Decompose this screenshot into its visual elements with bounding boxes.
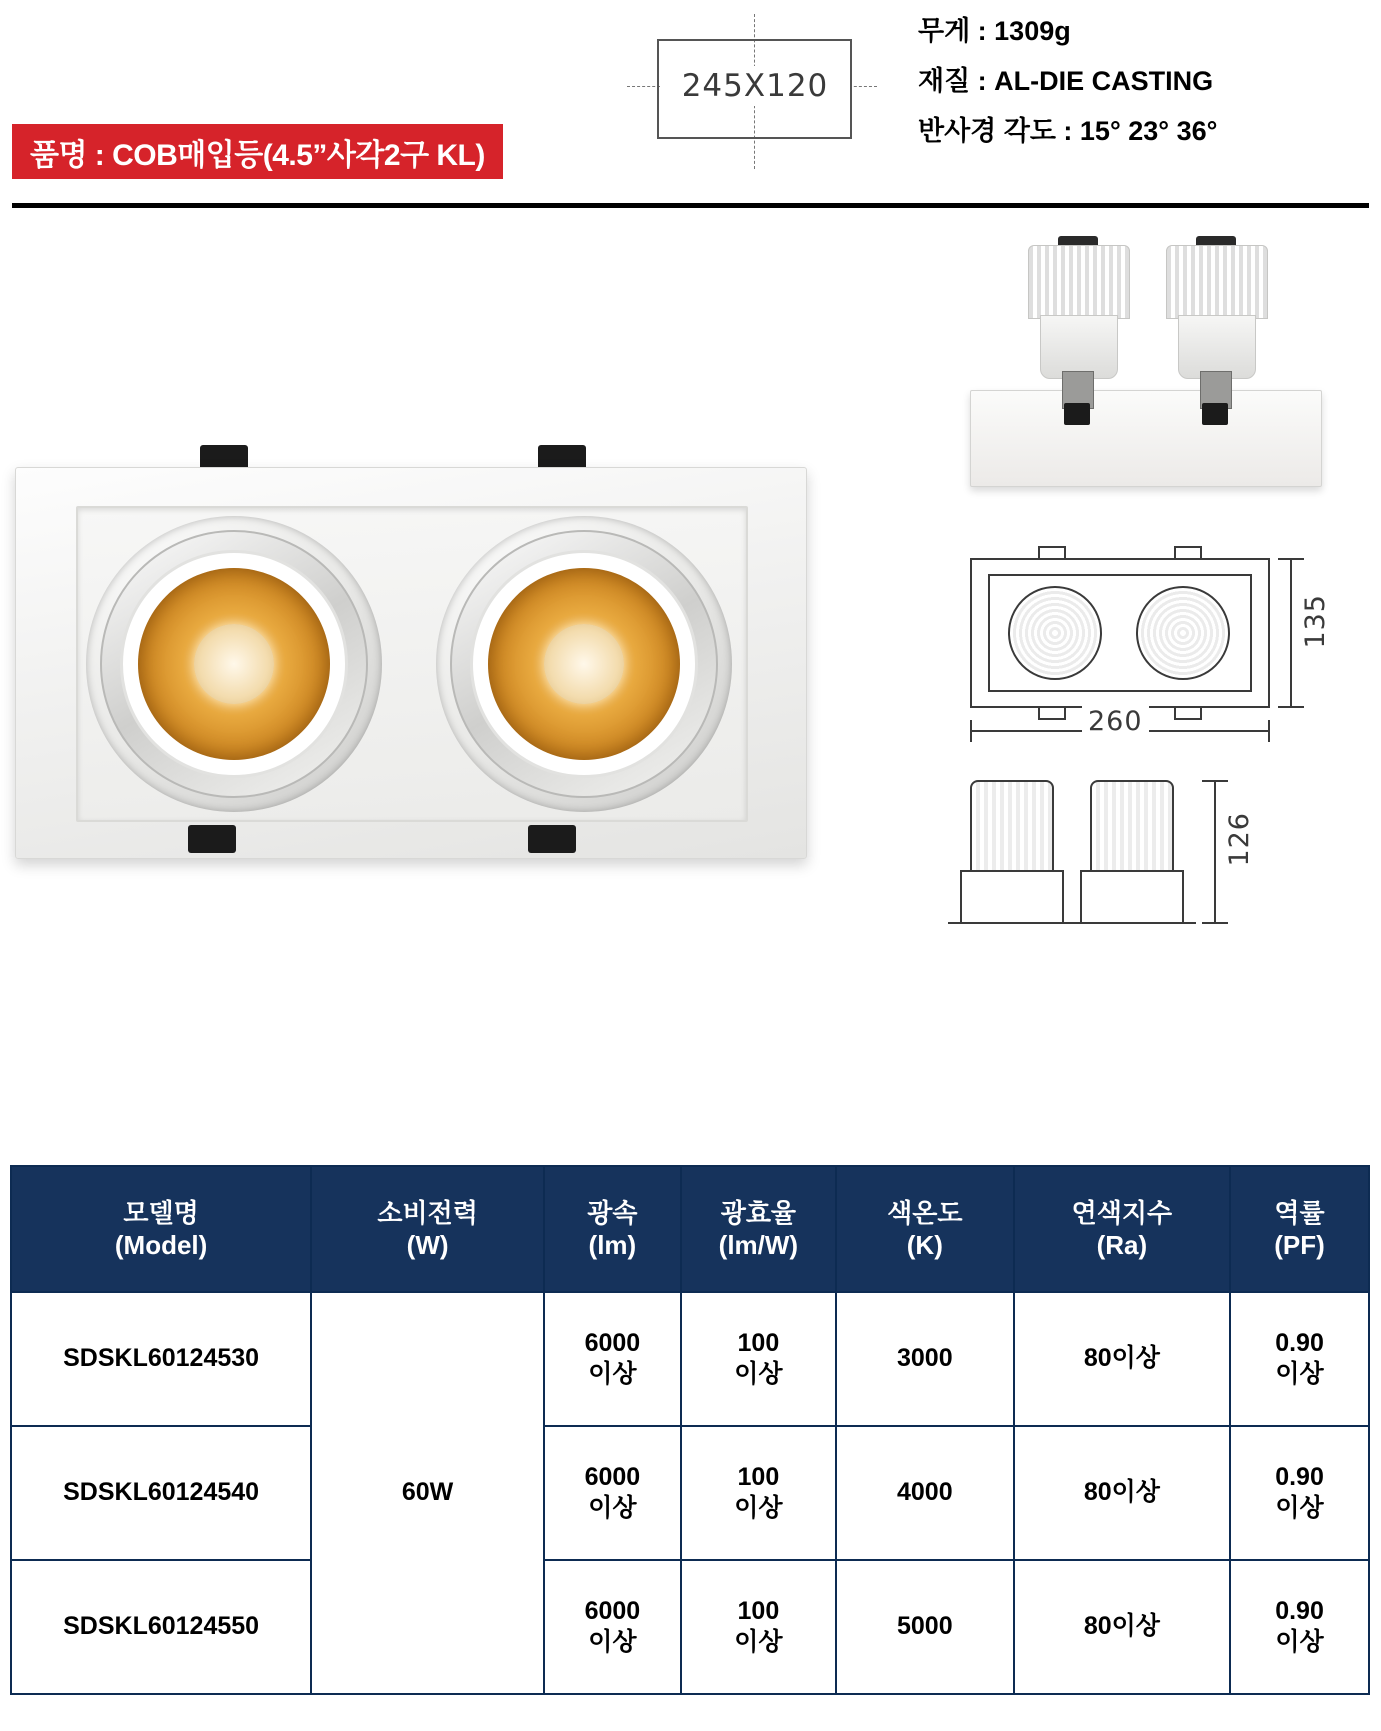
header (0, 0, 1381, 212)
side-height-dim-line (1214, 780, 1216, 924)
table-body (11, 1292, 1369, 1694)
mounting-clip-icon (528, 825, 576, 853)
front-width-label: 260 (1082, 706, 1149, 737)
cell-cct: 3000 (836, 1292, 1014, 1426)
column-header-flux-line2: (lm) (588, 1230, 637, 1260)
column-header-cct-line1: 색온도 (887, 1197, 963, 1228)
fixture-inner-frame (76, 506, 748, 822)
heatsink-fins (1028, 245, 1130, 319)
front-lamp-right (1136, 586, 1230, 680)
column-header-cri-line1: 연색지수 (1071, 1197, 1173, 1228)
spec-material: 재질 : AL-DIE CASTING (918, 66, 1214, 96)
column-header-model-line2: (Model) (114, 1230, 208, 1260)
cell-flux-note: 이상 (588, 1494, 637, 1522)
column-header-power-line1: 소비전력 (377, 1197, 478, 1228)
table-row (11, 1426, 1369, 1560)
column-header-power-factor (1230, 1166, 1369, 1292)
column-header-cri-line2: (Ra) (1096, 1230, 1148, 1260)
mounting-clip-icon (1064, 403, 1090, 425)
side-heatsink-left (970, 780, 1054, 872)
lamp-module-right (436, 516, 732, 812)
cell-pf-value: 0.90 (1275, 1328, 1324, 1357)
cell-efficacy-value: 100 (737, 1462, 780, 1491)
heatsink-fins (1166, 245, 1268, 319)
cell-efficacy (681, 1426, 836, 1560)
lamp-reflector-cone (488, 568, 680, 760)
product-title-banner: 품명 : COB매입등(4.5”사각2구 KL) (12, 124, 503, 179)
front-height-label: 135 (1300, 594, 1331, 649)
cell-pf-note: 이상 (1275, 1494, 1324, 1522)
cell-efficacy-note: 이상 (734, 1360, 783, 1388)
column-header-power (311, 1166, 544, 1292)
lamp-module-left (86, 516, 382, 812)
cell-model: SDSKL60124550 (11, 1560, 311, 1694)
column-header-pf-line1: 역률 (1274, 1197, 1325, 1228)
lamp-reflector-cone (138, 568, 330, 760)
cell-flux-note: 이상 (588, 1628, 637, 1656)
lamp-barrel (1040, 315, 1118, 379)
height-dim-line (1290, 558, 1292, 708)
side-height-tick-bottom (1202, 922, 1228, 924)
side-housing-right (1080, 870, 1184, 924)
cell-efficacy-note: 이상 (734, 1628, 783, 1656)
lamp-barrel (1178, 315, 1256, 379)
cell-flux (544, 1560, 681, 1694)
height-dim-tick-top (1278, 558, 1304, 560)
column-header-cct (836, 1166, 1014, 1292)
cell-pf-value: 0.90 (1275, 1462, 1324, 1491)
table-row (11, 1560, 1369, 1694)
side-heatsink-right (1090, 780, 1174, 872)
column-header-model (11, 1166, 311, 1292)
cell-pf-note: 이상 (1275, 1360, 1324, 1388)
cell-cct: 4000 (836, 1426, 1014, 1560)
front-lamp-left (1008, 586, 1102, 680)
front-clip-bottom-left (1038, 706, 1066, 720)
product-photo-front (10, 425, 820, 925)
fixture-frame (15, 467, 807, 859)
cell-cri: 80이상 (1014, 1560, 1230, 1694)
column-header-cct-line2: (K) (906, 1230, 943, 1260)
cell-flux (544, 1292, 681, 1426)
cell-cri: 80이상 (1014, 1426, 1230, 1560)
front-clip-top-right (1174, 546, 1202, 560)
cell-pf-note: 이상 (1275, 1628, 1324, 1656)
front-clip-top-left (1038, 546, 1066, 560)
heatsink-module-left (1022, 245, 1134, 405)
cell-power-merged: 60W (311, 1292, 544, 1694)
mounting-clip-icon (1202, 403, 1228, 425)
column-header-power-line2: (W) (406, 1230, 449, 1260)
table-header-row (11, 1166, 1369, 1292)
width-dim-tick-right (1268, 720, 1270, 742)
cell-pf-value: 0.90 (1275, 1596, 1324, 1625)
cell-efficacy-value: 100 (737, 1596, 780, 1625)
mounting-clip-icon (188, 825, 236, 853)
cell-power-factor (1230, 1426, 1369, 1560)
specification-table (10, 1165, 1370, 1695)
side-height-label: 126 (1224, 812, 1255, 867)
cell-flux-value: 6000 (584, 1328, 641, 1357)
column-header-efficacy-line1: 광효율 (720, 1197, 797, 1228)
header-divider (12, 203, 1369, 208)
spec-list (918, 18, 1368, 168)
cell-power-factor (1230, 1560, 1369, 1694)
cell-flux (544, 1426, 681, 1560)
column-header-cri (1014, 1166, 1230, 1292)
height-dim-tick-bottom (1278, 706, 1304, 708)
column-header-luminous-flux (544, 1166, 681, 1292)
column-header-efficacy (681, 1166, 836, 1292)
heatsink-module-right (1160, 245, 1272, 405)
cell-flux-note: 이상 (588, 1360, 637, 1388)
cell-model: SDSKL60124530 (11, 1292, 311, 1426)
cell-cct: 5000 (836, 1560, 1014, 1694)
cell-efficacy-note: 이상 (734, 1494, 783, 1522)
side-housing-left (960, 870, 1064, 924)
technical-drawing-side (940, 770, 1340, 950)
side-base-line (948, 922, 1196, 924)
spec-beam-angle: 반사경 각도 : 15° 23° 36° (918, 116, 1218, 146)
cell-power-factor (1230, 1292, 1369, 1426)
cutout-dimension-drawing (627, 14, 877, 169)
cell-efficacy (681, 1560, 836, 1694)
table-header (11, 1166, 1369, 1292)
side-height-tick-top (1202, 780, 1228, 782)
cell-efficacy (681, 1292, 836, 1426)
column-header-flux-line1: 광속 (587, 1197, 638, 1228)
spec-weight: 무게 : 1309g (918, 16, 1071, 46)
front-clip-bottom-right (1174, 706, 1202, 720)
cutout-dimension-label: 245X120 (660, 66, 850, 106)
cell-cri: 80이상 (1014, 1292, 1230, 1426)
cell-flux-value: 6000 (584, 1462, 641, 1491)
table-row (11, 1292, 1369, 1426)
cell-model: SDSKL60124540 (11, 1426, 311, 1560)
cell-efficacy-value: 100 (737, 1328, 780, 1357)
technical-drawing-front (960, 530, 1340, 745)
column-header-pf-line2: (PF) (1274, 1230, 1325, 1260)
column-header-model-line1: 모델명 (123, 1197, 199, 1228)
column-header-efficacy-line2: (lm/W) (718, 1230, 799, 1260)
width-dim-tick-left (970, 720, 972, 742)
cell-flux-value: 6000 (584, 1596, 641, 1625)
product-photo-rear (960, 245, 1330, 490)
